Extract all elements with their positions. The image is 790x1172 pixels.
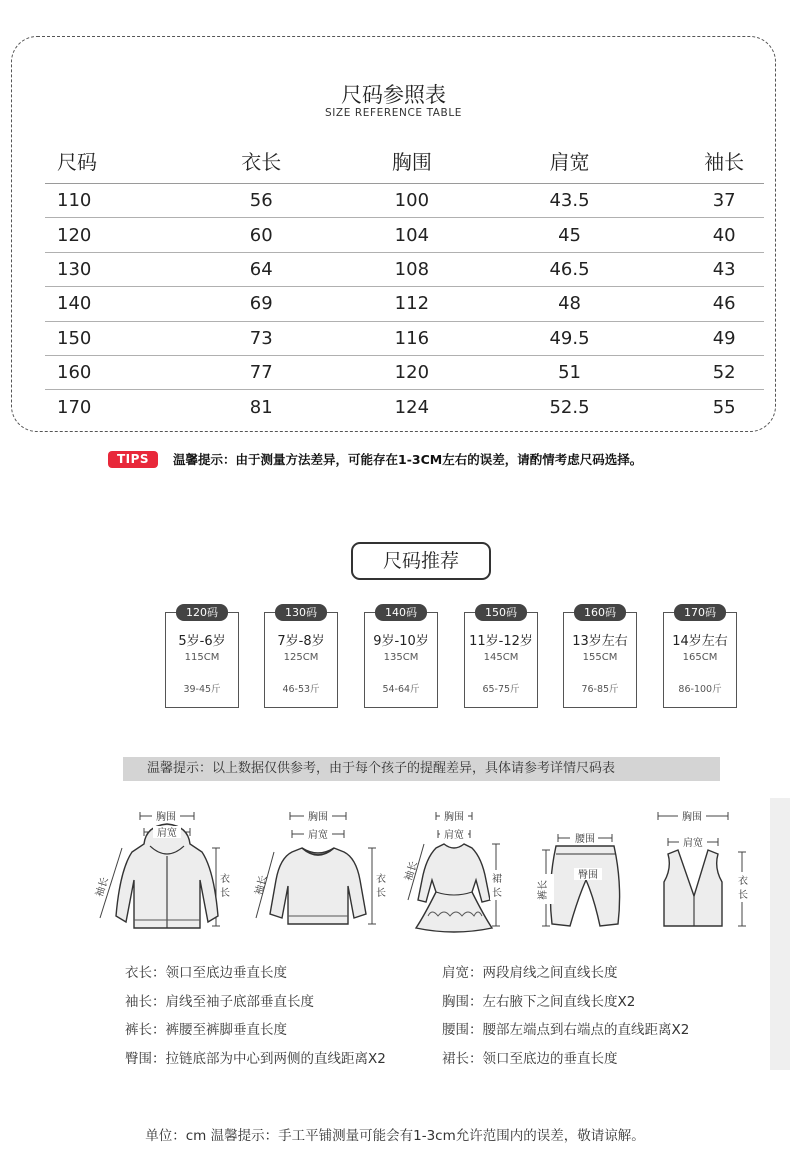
chest-label: 胸围 [444,812,464,823]
pants-icon [530,800,640,940]
cell-shoulder: 46.5 [549,258,590,280]
size-table [45,137,764,424]
size-reference-card [11,36,776,432]
table-row [45,253,764,287]
cell-length: 73 [249,327,273,349]
cell-sleeve: 52 [712,362,736,384]
cell-length: 81 [249,396,273,418]
recommendation-card [364,606,438,708]
cell-shoulder: 48 [558,293,581,315]
definition-desc: 领口至底边的垂直长度 [482,1051,618,1067]
table-row [45,218,764,252]
cell-shoulder: 52.5 [549,396,590,418]
shoulder-label: 肩宽 [444,830,464,841]
definition-hip [125,1047,386,1067]
tips-text: 温馨提示：由于测量方法差异，可能存在1-3CM左右的误差，请酌情考虑尺码选择。 [173,452,643,467]
height-value: 165CM [682,652,718,663]
cell-size: 130 [57,258,92,280]
weight-range: 54-64斤 [382,684,420,695]
definition-desc: 肩线至袖子底部垂直长度 [165,994,314,1010]
definition-desc: 拉链底部为中心到两侧的直线距离X2 [165,1051,386,1067]
height-value: 115CM [184,652,220,663]
cell-shoulder: 45 [558,224,581,246]
chest-label: 胸围 [308,812,328,823]
recommendation-card [464,606,538,708]
skirt-length-char: 裙 [492,874,502,885]
size-table-subtitle: SIZE REFERENCE TABLE [324,107,463,119]
size-tag: 150码 [475,604,527,621]
vest-diagram [648,800,758,940]
height-value: 125CM [283,652,319,663]
chest-label: 胸围 [682,812,702,823]
header-length: 衣长 [241,149,282,174]
definition-length [125,961,287,981]
chest-label: 胸围 [156,812,176,823]
definition-term: 臀围： [125,1051,166,1067]
cell-shoulder: 51 [558,362,581,384]
age-range: 11岁-12岁 [469,634,533,649]
side-strip [770,798,790,1070]
recommendation-card [563,606,637,708]
age-range: 9岁-10岁 [373,634,429,649]
shoulder-label: 肩宽 [308,830,328,841]
cell-length: 64 [249,258,273,280]
cell-sleeve: 46 [712,293,736,315]
length-label-char: 衣 [376,874,386,885]
notice-banner: 温馨提示：以上数据仅供参考，由于每个孩子的提醒差异，具体请参考详情尺码表 [123,757,720,781]
weight-range: 86-100斤 [678,684,722,695]
definition-term: 袖长： [125,994,166,1010]
definition-sleeve [125,990,314,1010]
size-table-title: 尺码参照表 [341,83,446,107]
definition-desc: 腰部左端点到右端点的直线距离X2 [482,1022,690,1038]
length-label-char: 衣 [220,874,230,885]
definition-desc: 两段肩线之间直线长度 [482,965,618,981]
sleeve-label: 袖长 [403,860,420,883]
age-range: 5岁-6岁 [178,634,226,649]
size-recommendation-title: 尺码推荐 [351,542,491,580]
age-range: 13岁左右 [572,634,628,649]
table-row [45,356,764,390]
hoodie-diagram [92,800,242,940]
age-range: 7岁-8岁 [277,634,325,649]
definition-pants-length [125,1018,287,1038]
tips-badge: TIPS [108,451,158,468]
cell-size: 140 [57,293,92,315]
cell-size: 120 [57,224,92,246]
cell-sleeve: 43 [712,258,736,280]
size-tag: 140码 [375,604,427,621]
header-sleeve: 袖长 [704,149,745,174]
hip-label: 臀围 [578,870,598,881]
weight-range: 39-45斤 [183,684,221,695]
cell-sleeve: 55 [712,396,736,418]
cell-length: 56 [249,190,273,212]
table-row [45,390,764,423]
recommendation-card [264,606,338,708]
length-label-char: 衣 [738,876,748,887]
vest-icon [648,800,758,940]
cell-size: 170 [57,396,92,418]
dress-icon [398,800,518,940]
size-table-header [45,137,764,184]
header-size: 尺码 [57,149,97,174]
weight-range: 76-85斤 [581,684,619,695]
sweater-icon [250,800,390,940]
size-tag: 120码 [176,604,228,621]
size-tag: 170码 [674,604,726,621]
cell-chest: 108 [394,258,430,280]
cell-size: 110 [57,190,92,212]
cell-sleeve: 49 [712,327,736,349]
pants-diagram [530,800,640,940]
size-tag: 130码 [275,604,327,621]
size-tag: 160码 [574,604,626,621]
hoodie-icon [92,800,242,940]
shoulder-label: 肩宽 [157,828,177,839]
cell-length: 69 [249,293,273,315]
cell-chest: 112 [394,293,430,315]
definition-skirt-length [442,1047,618,1067]
cell-shoulder: 43.5 [549,190,590,212]
definition-term: 裙长： [442,1051,483,1067]
cell-size: 160 [57,362,92,384]
length-label-char: 长 [738,890,748,901]
definition-term: 肩宽： [442,965,483,981]
cell-sleeve: 37 [712,190,736,212]
cell-chest: 116 [394,327,430,349]
dress-diagram [398,800,518,940]
weight-range: 46-53斤 [282,684,320,695]
recommendation-card [165,606,239,708]
definition-waist [442,1018,689,1038]
cell-chest: 100 [394,190,430,212]
cell-size: 150 [57,327,92,349]
cell-chest: 104 [394,224,430,246]
definition-term: 腰围： [442,1022,483,1038]
definition-desc: 左右腋下之间直线长度X2 [482,994,636,1010]
header-chest: 胸围 [391,149,432,174]
height-value: 135CM [383,652,419,663]
definition-shoulder [442,961,618,981]
pants-length-label: 裤长 [538,880,549,900]
sweater-diagram [250,800,390,940]
definition-desc: 领口至底边垂直长度 [165,965,287,981]
waist-label: 腰围 [575,834,595,845]
cell-sleeve: 40 [712,224,736,246]
definition-desc: 裤腰至裤脚垂直长度 [165,1022,287,1038]
definition-term: 裤长： [125,1022,166,1038]
length-label-char: 长 [376,888,386,899]
sleeve-label: 袖长 [94,876,111,899]
cell-length: 60 [249,224,273,246]
height-value: 155CM [582,652,618,663]
age-range: 14岁左右 [672,634,728,649]
skirt-length-char: 长 [492,888,502,899]
sleeve-label: 袖长 [253,874,270,897]
shoulder-label: 肩宽 [683,838,703,849]
definition-chest [442,990,635,1010]
cell-length: 77 [249,362,273,384]
cell-chest: 120 [394,362,430,384]
table-row [45,287,764,321]
definition-term: 衣长： [125,965,166,981]
footer-note: 单位：cm 温馨提示：手工平铺测量可能会有1-3cm允许范围内的误差，敬请谅解。 [145,1128,645,1144]
length-label-char: 长 [220,888,230,899]
cell-chest: 124 [394,396,430,418]
height-value: 145CM [483,652,519,663]
header-shoulder: 肩宽 [549,149,590,174]
cell-shoulder: 49.5 [549,327,590,349]
table-row [45,184,764,218]
weight-range: 65-75斤 [482,684,520,695]
definition-term: 胸围： [442,994,483,1010]
table-row [45,322,764,356]
recommendation-card [663,606,737,708]
